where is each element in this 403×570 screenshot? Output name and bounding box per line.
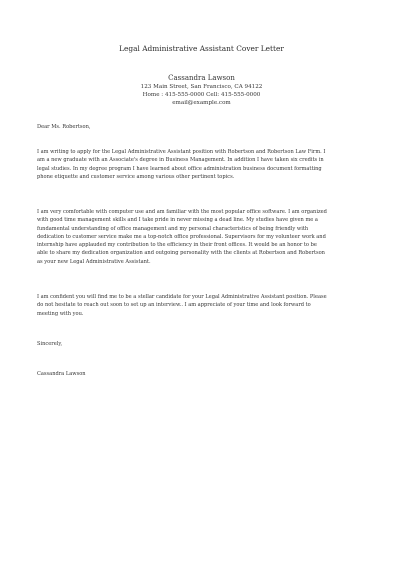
paragraph-line: able to share my dedication organization and outgoing personality with the clients at Robertson and Robertson [37,250,325,257]
paragraph-skills [37,208,367,266]
sender-name: Cassandra Lawson [168,74,235,82]
paragraph-line: with good time management skills and I take pride in never missing a dead line. My studies have given me a [37,217,318,224]
paragraph-line: do not hesitate to reach out soon to set up an interview.. I am appreciate of your time and look forward to [37,302,311,309]
complimentary-close: Sincerely, [37,341,63,347]
paragraph-line: as your new Legal Administrative Assistant. [37,258,151,265]
paragraph-line: am a new graduate with an Associate's degree in Business Management. In addition I have taken six credits in [37,157,324,164]
paragraph-line: I am writing to apply for the Legal Administrative Assistant position with Robertson and Robertson Law Firm. I [37,149,326,155]
paragraph-introduction [37,148,367,181]
sender-phones: Home : 415-555-0000 Cell: 415-555-0000 [142,92,261,99]
document-title: Legal Administrative Assistant Cover Letter [119,44,284,53]
paragraph-closing [37,293,367,318]
paragraph-line: internship have applauded my contribution to the efficiency in their front offices. It would be an honor to be [37,242,317,249]
sender-header [0,74,403,108]
paragraph-line: dedication to customer service make me a top-notch office professional. Supervisors for my volunteer work and [37,233,326,240]
paragraph-line: I am confident you will find me to be a stellar candidate for your Legal Administrative Assistant position. Please [37,294,327,300]
paragraph-line: phone etiquette and customer service among various other pertinent topics. [37,173,235,180]
paragraph-line: legal studies. In my degree program I have learned about office administration business document formatting [37,165,322,172]
paragraph-line: I am very comfortable with computer use and am familiar with the most popular office software. I am organized [37,209,327,215]
sender-email: email@example.com [172,100,231,107]
salutation: Dear Ms. Robertson, [37,124,91,130]
sender-address: 123 Main Street, San Francisco, CA 94122 [140,84,263,90]
paragraph-line: fundamental understanding of office management and my personal characteristics of being friendly with [37,225,309,232]
signature-name: Cassandra Lawson [37,371,86,377]
paragraph-line: meeting with you. [37,310,84,317]
